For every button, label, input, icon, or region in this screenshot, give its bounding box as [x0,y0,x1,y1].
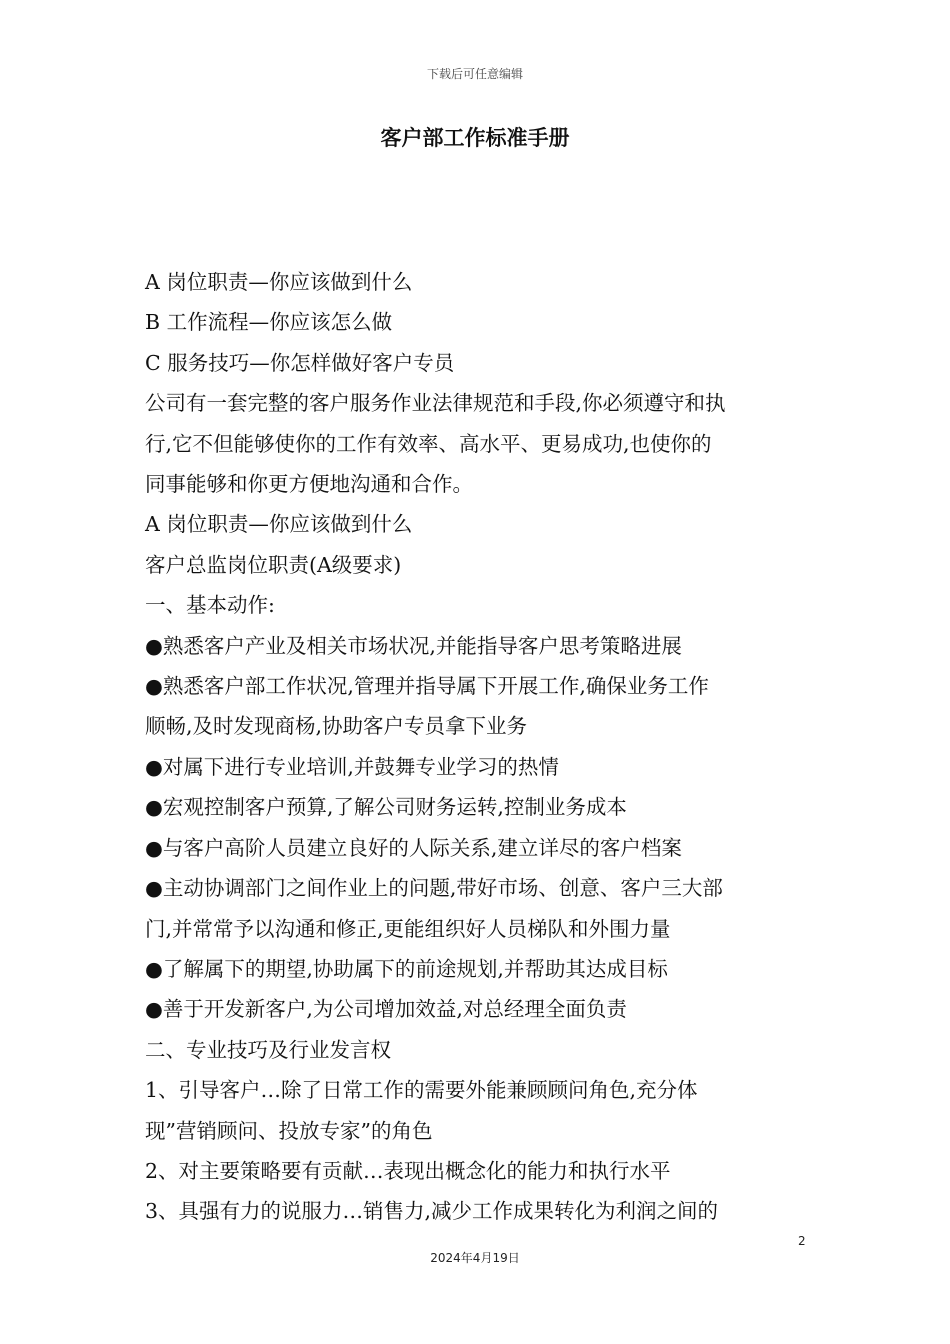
page-number: 2 [798,1234,806,1248]
body-line: 顺畅,及时发现商杨,协助客户专员拿下业务 [145,714,528,739]
body-line: 客户总监岗位职责(A级要求) [145,552,402,577]
body-line: 门,并常常予以沟通和修正,更能组织好人员梯队和外围力量 [145,916,671,941]
body-line: 行,它不但能够使你的工作有效率、高水平、更易成功,也使你的 [145,431,712,456]
body-line: ●宏观控制客户预算,了解公司财务运转,控制业务成本 [145,795,627,820]
body-line: 现”营销顾问、投放专家”的角色 [145,1118,433,1143]
body-line: 3、具强有力的说服力…销售力,减少工作成果转化为利润之间的 [145,1199,719,1224]
body-line: B 工作流程—你应该怎么做 [145,310,393,335]
body-line: A 岗位职责—你应该做到什么 [145,270,413,294]
body-line: A 岗位职责—你应该做到什么 [145,512,413,537]
body-line: ●了解属下的期望,协助属下的前途规划,并帮助其达成目标 [145,956,668,981]
page-header: 下载后可任意编辑 [426,67,523,81]
body-line: 同事能够和你更方便地沟通和合作。 [145,472,473,497]
body-line: 1、引导客户…除了日常工作的需要外能兼顾顾问角色,充分体 [145,1078,698,1103]
body-line: 2、对主要策略要有贡献…表现出概念化的能力和执行水平 [145,1158,671,1183]
document-title: 客户部工作标准手册 [380,126,570,150]
body-line: ●对属下进行专业培训,并鼓舞专业学习的热情 [145,754,559,779]
body-line: ●熟悉客户部工作状况,管理并指导属下开展工作,确保业务工作 [145,674,709,699]
body-line: 一、基本动作: [145,593,275,618]
body-line: 二、专业技巧及行业发言权 [145,1037,391,1062]
document-body [145,262,810,1232]
body-line: ●善于开发新客户,为公司增加效益,对总经理全面负责 [145,997,627,1022]
body-line: C 服务技巧—你怎样做好客户专员 [145,350,455,375]
body-line: ●主动协调部门之间作业上的问题,带好市场、创意、客户三大部 [145,876,723,901]
footer-date: 2024年4月19日 [430,1251,520,1265]
body-line: 公司有一套完整的客户服务作业法律规范和手段,你必须遵守和执 [145,391,726,416]
body-line: ●熟悉客户产业及相关市场状况,并能指导客户思考策略进展 [145,633,682,658]
body-line: ●与客户高阶人员建立良好的人际关系,建立详尽的客户档案 [145,835,682,860]
